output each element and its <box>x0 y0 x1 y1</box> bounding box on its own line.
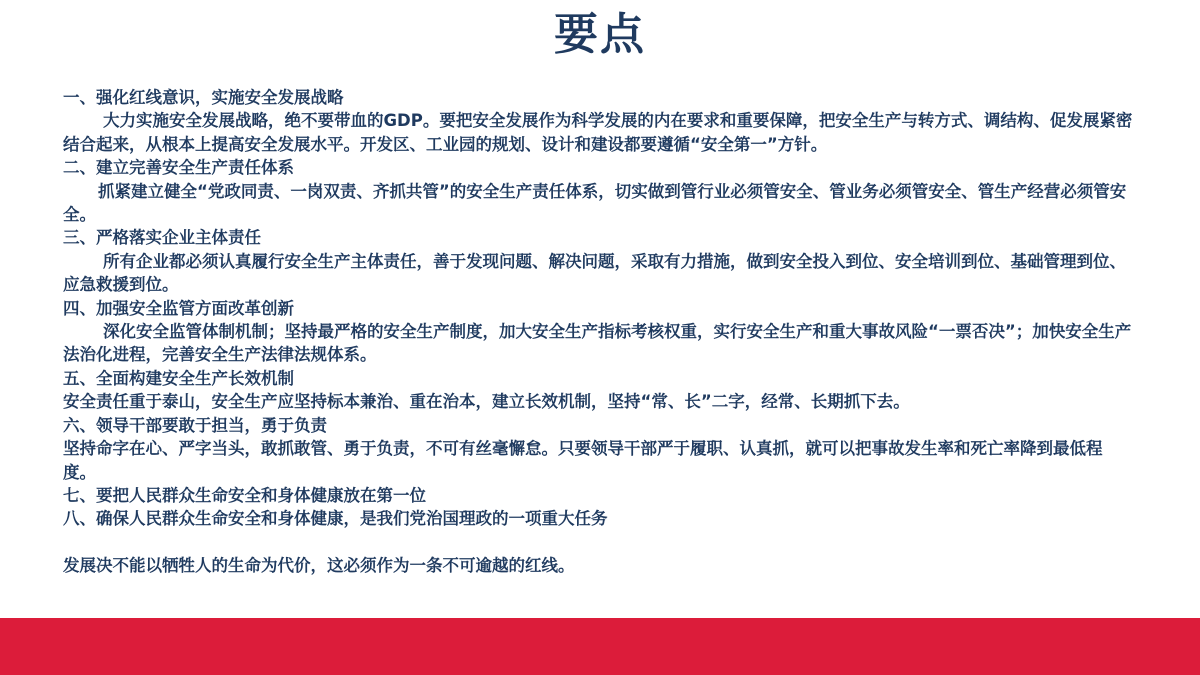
point-2-body: 抓紧建立健全“党政同责、一岗双责、齐抓共管”的安全生产责任体系，切实做到管行业必须管安全、管业务必须管安全、管生产经营必须管安全。 <box>63 181 1127 225</box>
point-5-heading: 五、全面构建安全生产长效机制 <box>63 368 294 388</box>
point-1-body: 大力实施安全发展战略，绝不要带血的GDP。要把安全发展作为科学发展的内在要求和重要保障，把安全生产与转方式、调结构、促发展紧密结合起来，从根本上提高安全发展水平。开发区、工业园的规划、设计和建设都要遵循“安全第一”方针。 <box>63 111 1133 154</box>
point-6-body: 坚持命字在心、严字当头，敢抓敢管、勇于负责，不可有丝毫懈怠。只要领导干部严于履职、认真抓，就可以把事故发生率和死亡率降到最低程度。 <box>63 439 1103 482</box>
point-6-heading: 六、领导干部要敢于担当，勇于负责 <box>63 415 327 435</box>
point-8-heading: 八、确保人民群众生命安全和身体健康，是我们党治国理政的一项重大任务 <box>63 509 608 529</box>
key-points-content <box>63 86 1135 578</box>
conclusion-text: 发展决不能以牺牲人的生命为代价，这必须作为一条不可逾越的红线。 <box>63 556 575 576</box>
point-3-body: 所有企业都必须认真履行安全生产主体责任，善于发现问题、解决问题，采取有力措施，做到安全投入到位、安全培训到位、基础管理到位、应急救援到位。 <box>63 251 1126 295</box>
slide-title: 要点 <box>554 9 646 60</box>
point-3-heading: 三、严格落实企业主体责任 <box>63 228 261 248</box>
spacer <box>63 531 1135 554</box>
point-4-body: 深化安全监管体制机制；坚持最严格的安全生产制度，加大安全生产指标考核权重，实行安全生产和重大事故风险“一票否决”；加快安全生产法治化进程，完善安全生产法律法规体系。 <box>63 322 1132 365</box>
point-1-heading: 一、强化红线意识，实施安全发展战略 <box>63 88 344 107</box>
point-4-heading: 四、加强安全监管方面改革创新 <box>63 298 294 318</box>
point-7-heading: 七、要把人民群众生命安全和身体健康放在第一位 <box>63 485 426 505</box>
point-2-heading: 二、建立完善安全生产责任体系 <box>63 158 294 178</box>
point-5-body: 安全责任重于泰山，安全生产应坚持标本兼治、重在治本，建立长效机制，坚持“常、长”二字，经常、长期抓下去。 <box>63 392 910 412</box>
bottom-accent-band <box>0 618 1200 675</box>
